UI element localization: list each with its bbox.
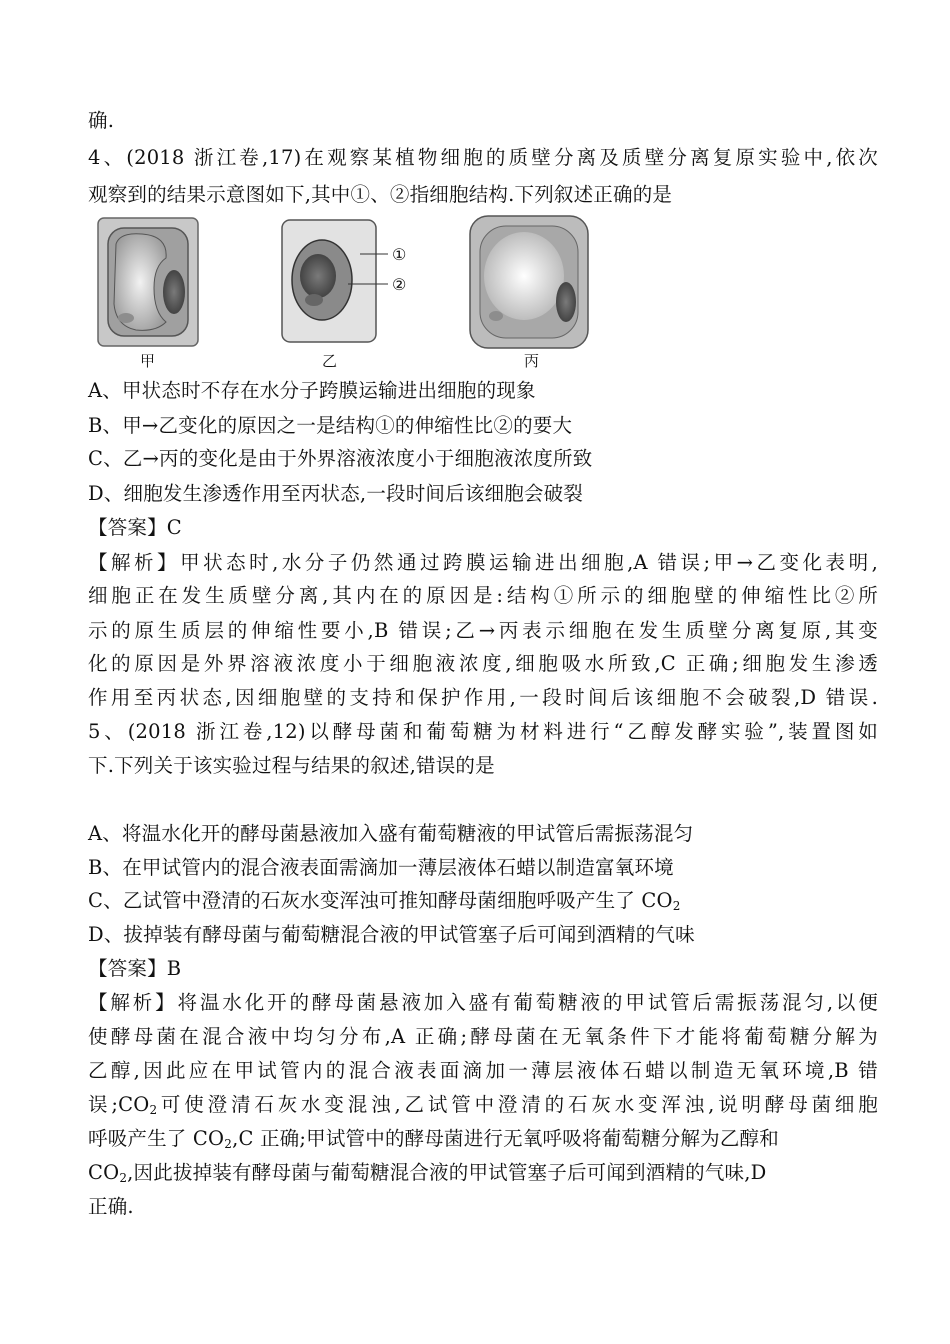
explanation-4: 化的原因是外界溶液浓度小于细胞液浓度,细胞吸水所致,C 正确;细胞发生渗透 (88, 652, 878, 675)
explanation-5: 【解析】将温水化开的酵母菌悬液加入盛有葡萄糖液的甲试管后需振荡混匀,以便 (88, 991, 878, 1014)
option-d: D、拔掉装有酵母菌与葡萄糖混合液的甲试管塞子后可闻到酒精的气味 (88, 923, 695, 946)
marker-2: ② (392, 275, 407, 294)
text-span: ,C 正确;甲试管中的酵母菌进行无氧呼吸将葡萄糖分解为乙醇和 (232, 1127, 779, 1150)
answer-4: 【答案】C (88, 516, 182, 539)
question-5-stem: 5、(2018 浙江卷,12)以酵母菌和葡萄糖为材料进行“乙醇发酵实验”,装置图如 (88, 720, 878, 743)
explanation-4: 示的原生质层的伸缩性要小,B 错误;乙→丙表示细胞在发生质壁分离复原,其变 (88, 619, 879, 642)
explanation-5 (88, 1088, 878, 1122)
explanation-5: 乙醇,因此应在甲试管内的混合液表面滴加一薄层液体石蜡以制造无氧环境,B 错 (88, 1059, 878, 1082)
text-line: 确. (88, 109, 115, 132)
subscript: 2 (224, 1137, 233, 1151)
option-b: B、在甲试管内的混合液表面需滴加一薄层液体石蜡以制造富氧环境 (88, 856, 674, 879)
text-span: 误;CO (88, 1093, 150, 1116)
option-a: A、甲状态时不存在水分子跨膜运输进出细胞的现象 (88, 379, 536, 402)
option-c: C、乙→丙的变化是由于外界溶液浓度小于细胞液浓度所致 (88, 447, 593, 470)
question-5-stem-cont: 下.下列关于该实验过程与结果的叙述,错误的是 (88, 754, 495, 777)
marker-1: ① (392, 245, 407, 264)
answer-5: 【答案】B (88, 957, 182, 980)
option-c-text: C、乙试管中澄清的石灰水变浑浊可推知酵母菌细胞呼吸产生了 CO (88, 889, 673, 912)
explanation-4: 作用至丙状态,因细胞壁的支持和保护作用,一段时间后该细胞不会破裂,D 错误. (88, 686, 878, 709)
text-span: 呼吸产生了 CO (88, 1127, 225, 1150)
cell-jia (98, 218, 198, 346)
question-4-stem-cont: 观察到的结果示意图如下,其中①、②指细胞结构.下列叙述正确的是 (88, 183, 673, 206)
subscript: 2 (119, 1171, 128, 1185)
cell-bing (470, 216, 588, 348)
label-jia: 甲 (140, 352, 156, 370)
subscript: 2 (149, 1103, 158, 1117)
question-4-stem: 4、(2018 浙江卷,17)在观察某植物细胞的质壁分离及质壁分离复原实验中,依次 (88, 146, 878, 169)
explanation-5 (88, 1156, 878, 1190)
label-yi: 乙 (322, 352, 338, 370)
option-b: B、甲→乙变化的原因之一是结构①的伸缩性比②的要大 (88, 414, 573, 437)
label-bing: 丙 (524, 352, 540, 370)
explanation-5: 正确. (88, 1195, 134, 1218)
explanation-4: 细胞正在发生质壁分离,其内在的原因是:结构①所示的细胞壁的伸缩性比②所 (88, 584, 878, 607)
explanation-5 (88, 1122, 878, 1156)
option-d: D、细胞发生渗透作用至丙状态,一段时间后该细胞会破裂 (88, 482, 584, 505)
explanation-5: 使酵母菌在混合液中均匀分布,A 正确;酵母菌在无氧条件下才能将葡萄糖分解为 (88, 1025, 878, 1048)
subscript: 2 (672, 899, 681, 913)
plasmolysis-figure (96, 214, 616, 370)
option-c (88, 884, 878, 918)
explanation-4: 【解析】甲状态时,水分子仍然通过跨膜运输进出细胞,A 错误;甲→乙变化表明, (88, 551, 878, 574)
text-span: CO (88, 1161, 120, 1184)
text-span: ,因此拔掉装有酵母菌与葡萄糖混合液的甲试管塞子后可闻到酒精的气味,D (127, 1161, 767, 1184)
text-span: 可使澄清石灰水变混浊,乙试管中澄清的石灰水变浑浊,说明酵母菌细胞 (157, 1093, 878, 1116)
cell-yi (282, 220, 406, 342)
option-a: A、将温水化开的酵母菌悬液加入盛有葡萄糖液的甲试管后需振荡混匀 (88, 822, 694, 845)
